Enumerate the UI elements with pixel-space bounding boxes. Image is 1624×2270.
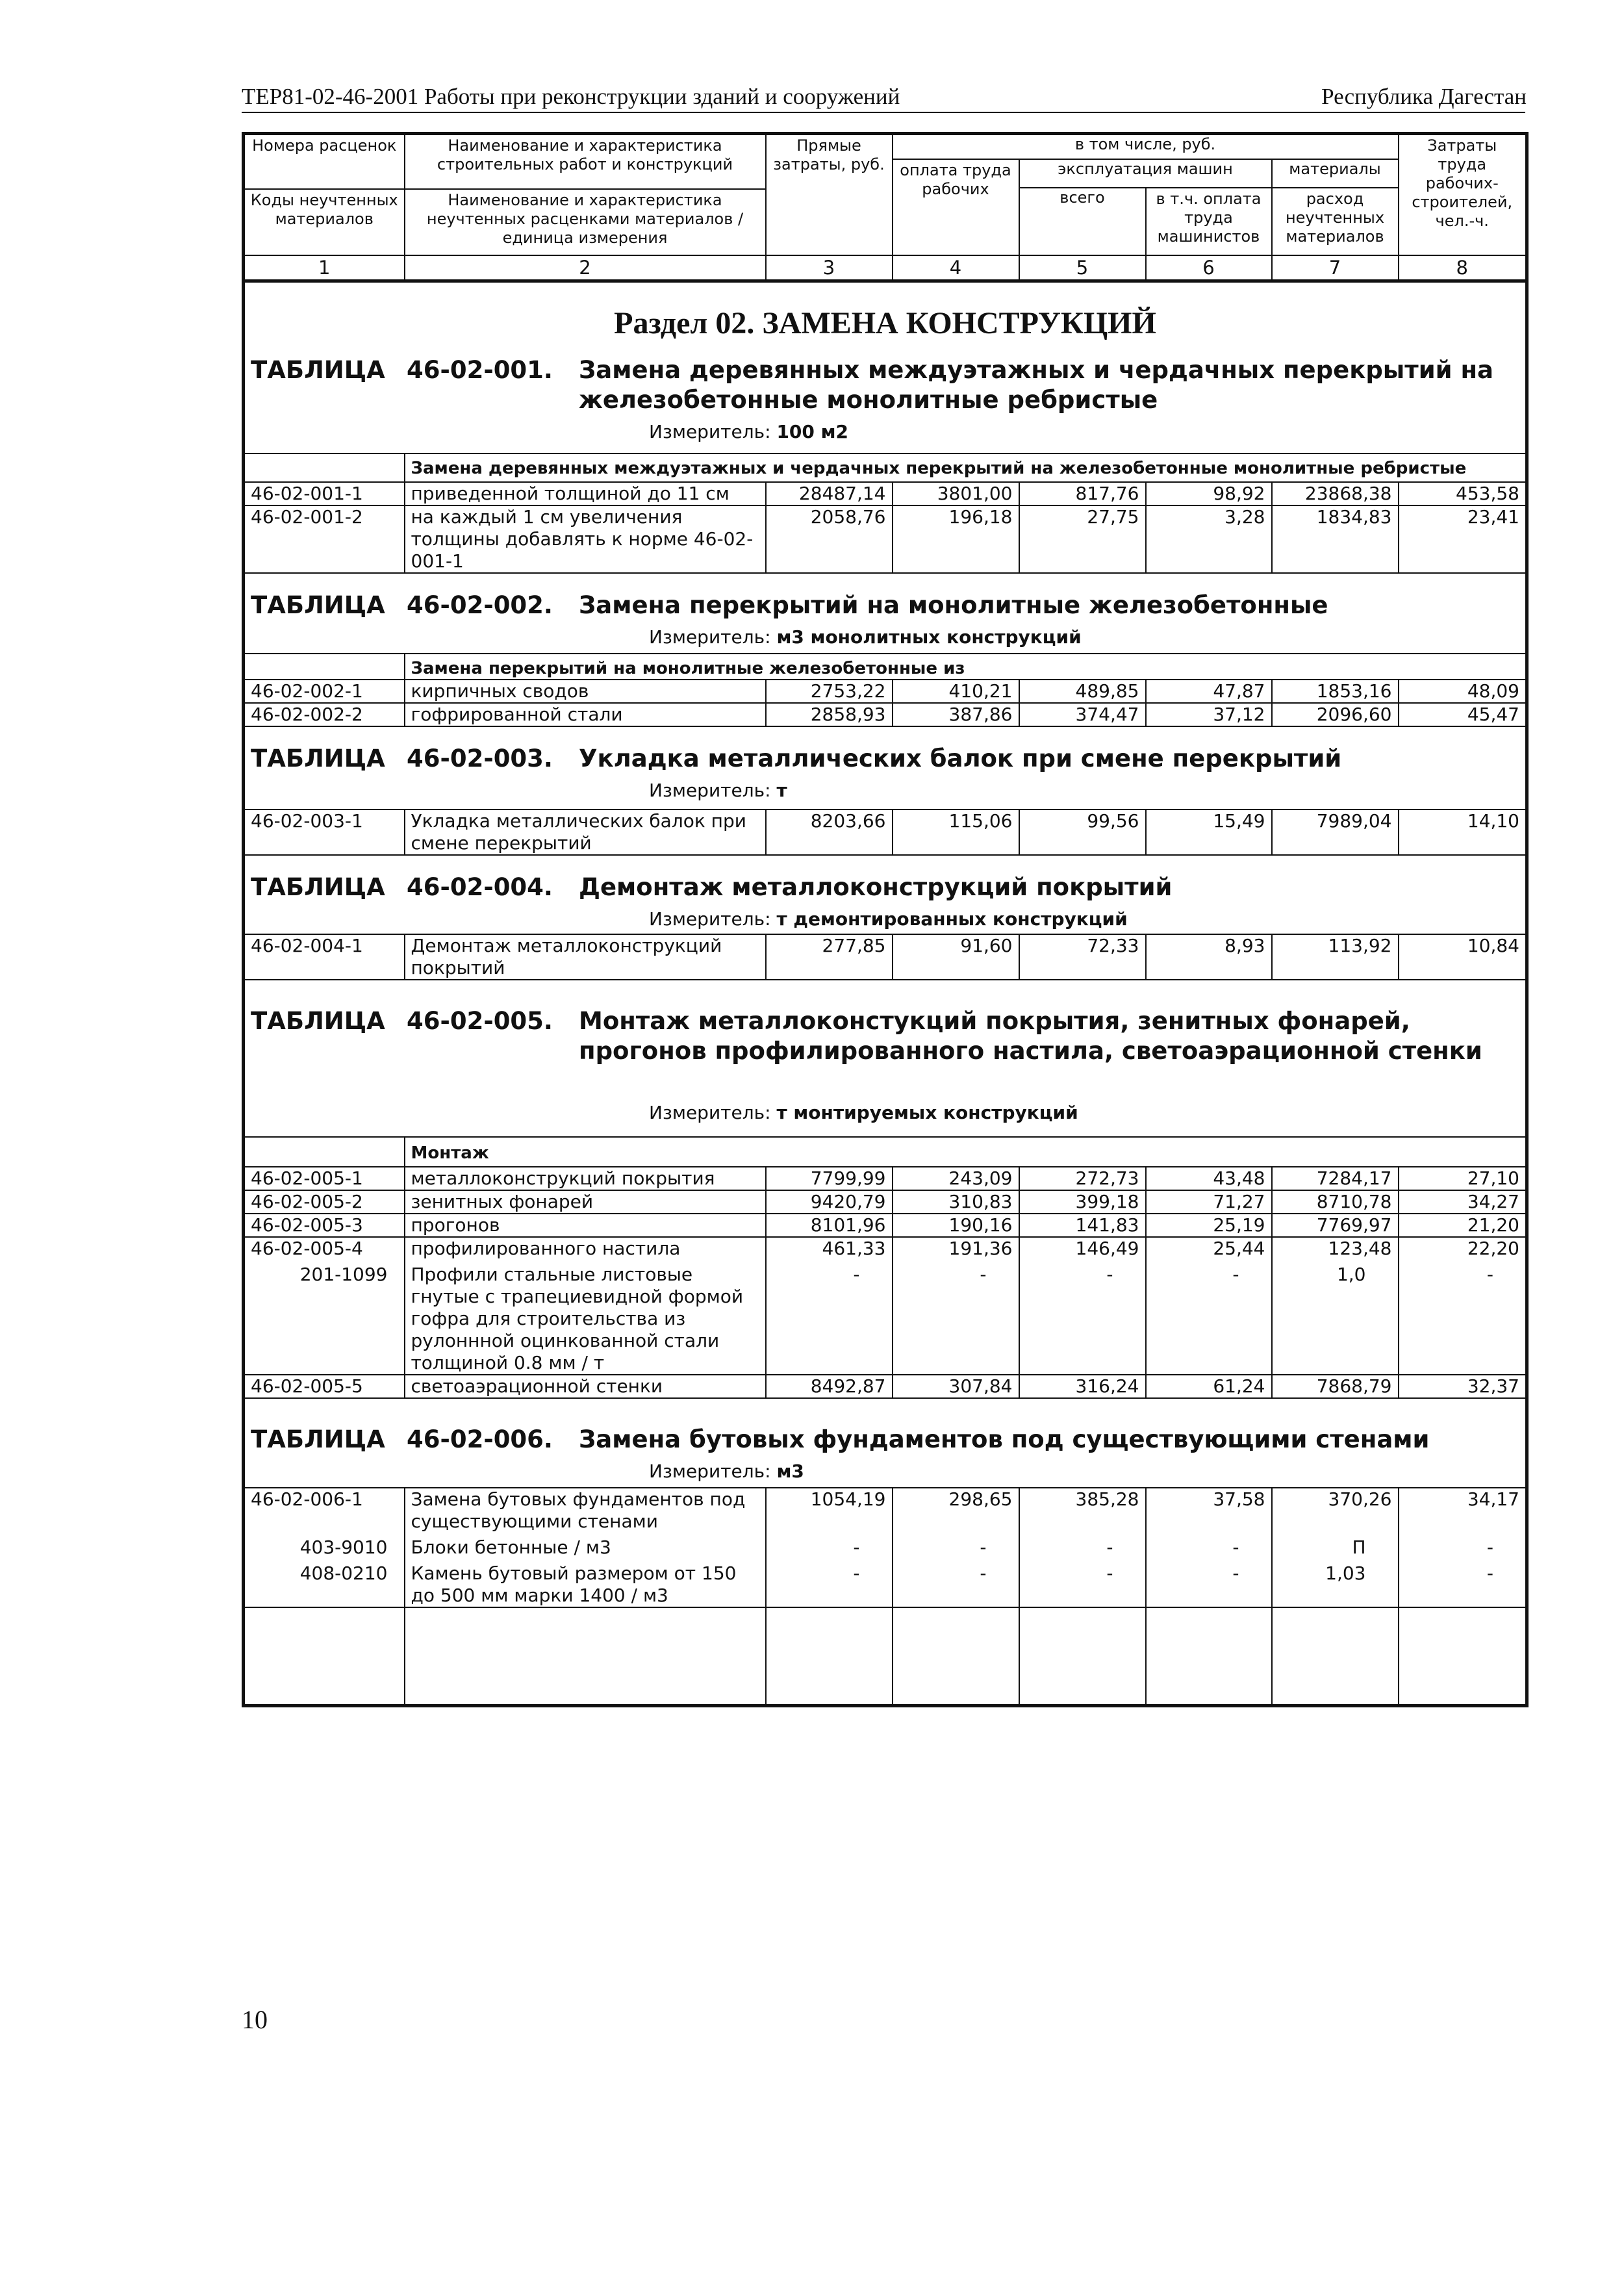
table-subtitle: Монтаж xyxy=(405,1137,1527,1167)
labor-hours: 48,09 xyxy=(1399,680,1527,703)
materials-cost: 1834,83 xyxy=(1272,505,1399,573)
measure-line xyxy=(244,415,1527,453)
direct-costs: 8492,87 xyxy=(766,1375,893,1398)
measure-value: т xyxy=(776,780,787,801)
table-label: ТАБЛИЦА xyxy=(251,1007,385,1035)
measure-label: Измеритель: xyxy=(649,908,771,930)
rate-code: 46-02-001-1 xyxy=(244,482,405,505)
table-heading-row xyxy=(244,726,1527,774)
table-row xyxy=(244,703,1527,726)
measure-label: Измеритель: xyxy=(649,1460,771,1482)
material-dash: - xyxy=(980,1562,987,1584)
labor-hours-value: 22,20 xyxy=(1467,1238,1519,1259)
table-row xyxy=(244,505,1527,573)
table-title: Замена деревянных междуэтажных и чердачных перекрытий на железобетонные монолитные ребристые xyxy=(579,356,1493,414)
direct-costs: 8101,96 xyxy=(766,1214,893,1237)
direct-costs: 7799,99 xyxy=(766,1167,893,1190)
material-dash: - xyxy=(853,1264,860,1285)
rate-code xyxy=(244,1237,405,1375)
table-label: ТАБЛИЦА xyxy=(251,1425,385,1453)
rate-code: 46-02-002-2 xyxy=(244,703,405,726)
subtitle-row xyxy=(244,453,1527,482)
machinists-pay: 47,87 xyxy=(1146,680,1272,703)
col-number: 5 xyxy=(1019,255,1146,281)
material-dash: - xyxy=(1106,1537,1113,1558)
direct-costs: 277,85 xyxy=(766,934,893,980)
rate-code: 46-02-005-5 xyxy=(244,1375,405,1398)
table-number: 46-02-002. xyxy=(407,591,553,619)
rate-name: прогонов xyxy=(405,1214,766,1237)
col1-header-bottom: Коды неучтенных материалов xyxy=(244,189,405,255)
labor-pay: 196,18 xyxy=(893,505,1019,573)
measure-label: Измеритель: xyxy=(649,780,771,801)
rate-name-line: Замена бутовых фундаментов под существующими стенами xyxy=(411,1488,746,1532)
labor-pay: 115,06 xyxy=(893,810,1019,855)
materials-cost: 23868,38 xyxy=(1272,482,1399,505)
rate-name: металлоконструкций покрытия xyxy=(405,1167,766,1190)
material-dash: - xyxy=(1232,1264,1239,1285)
materials-cost: 8710,78 xyxy=(1272,1190,1399,1214)
machines-total: 99,56 xyxy=(1019,810,1146,855)
col3-header: Прямые затраты, руб. xyxy=(766,134,893,256)
labor-hours: 14,10 xyxy=(1399,810,1527,855)
table-heading xyxy=(244,726,1527,774)
direct-costs: 2753,22 xyxy=(766,680,893,703)
materials-cost: 1853,16 xyxy=(1272,680,1399,703)
machinists-pay: 43,48 xyxy=(1146,1167,1272,1190)
incl-header: в том числе, руб. xyxy=(893,134,1399,160)
rate-name: Демонтаж металлоконструкций покрытий xyxy=(405,934,766,980)
table-heading xyxy=(244,855,1527,902)
machinists-pay: 61,24 xyxy=(1146,1375,1272,1398)
rate-code: 46-02-001-2 xyxy=(244,505,405,573)
materials-cost: 7769,97 xyxy=(1272,1214,1399,1237)
machinists-pay xyxy=(1146,1488,1272,1607)
direct-costs: 2858,93 xyxy=(766,703,893,726)
labor-pay-value: 191,36 xyxy=(948,1238,1013,1259)
materials-cost: 7284,17 xyxy=(1272,1167,1399,1190)
table-title: Демонтаж металлоконструкций покрытий xyxy=(579,873,1173,901)
labor-pay: 307,84 xyxy=(893,1375,1019,1398)
col-number: 8 xyxy=(1399,255,1527,281)
labor-hours: 45,47 xyxy=(1399,703,1527,726)
table-subtitle: Замена деревянных междуэтажных и чердачных перекрытий на железобетонные монолитные ребристые xyxy=(405,453,1527,482)
rate-name xyxy=(405,1488,766,1607)
measure-line xyxy=(244,902,1527,934)
machinists-pay: 25,19 xyxy=(1146,1214,1272,1237)
machinists-pay-value: 37,58 xyxy=(1213,1488,1265,1510)
machines-total xyxy=(1019,1488,1146,1607)
table-subtitle: Замена перекрытий на монолитные железобетонные из xyxy=(405,654,1527,680)
table-row xyxy=(244,1237,1527,1375)
direct-costs-value: 461,33 xyxy=(822,1238,886,1259)
materials-cost xyxy=(1272,1488,1399,1607)
table-row xyxy=(244,482,1527,505)
material-dash: - xyxy=(853,1562,860,1584)
machines-total-value: 146,49 xyxy=(1075,1238,1139,1259)
materials-header: материалы xyxy=(1272,159,1399,188)
machines-total xyxy=(1019,1237,1146,1375)
rate-code: 46-02-005-1 xyxy=(244,1167,405,1190)
rate-name: кирпичных сводов xyxy=(405,680,766,703)
machinists-pay: 98,92 xyxy=(1146,482,1272,505)
col7-header: расход неучтенных материалов xyxy=(1272,188,1399,255)
material-dash: - xyxy=(980,1264,987,1285)
subtitle-row xyxy=(244,654,1527,680)
table-row xyxy=(244,680,1527,703)
materials-cost-value: 370,26 xyxy=(1328,1488,1392,1510)
rate-code: 46-02-005-3 xyxy=(244,1214,405,1237)
table-row xyxy=(244,1488,1527,1607)
table-heading xyxy=(244,980,1527,1096)
rate-name-line: профилированного настила xyxy=(411,1238,681,1259)
running-header-title: ТЕР81-02-46-2001 Работы при реконструкции зданий и сооружений xyxy=(242,84,900,109)
direct-costs-value: 1054,19 xyxy=(810,1488,886,1510)
machinists-pay xyxy=(1146,1237,1272,1375)
table-row xyxy=(244,1375,1527,1398)
direct-costs xyxy=(766,1488,893,1607)
machines-total: 72,33 xyxy=(1019,934,1146,980)
rate-name: зенитных фонарей xyxy=(405,1190,766,1214)
machines-total: 316,24 xyxy=(1019,1375,1146,1398)
labor-pay: 91,60 xyxy=(893,934,1019,980)
direct-costs: 9420,79 xyxy=(766,1190,893,1214)
material-name: Камень бутовый размером от 150 до 500 мм марки 1400 / м3 xyxy=(411,1562,737,1606)
measure-label: Измеритель: xyxy=(649,421,771,442)
table-heading xyxy=(244,1398,1527,1455)
material-dash: - xyxy=(1486,1537,1493,1558)
subtitle-row xyxy=(244,1137,1527,1167)
material-code: 408-0210 xyxy=(299,1562,388,1584)
col2-header-top: Наименование и характеристика строительных работ и конструкций xyxy=(405,134,766,190)
materials-cost: 7989,04 xyxy=(1272,810,1399,855)
labor-pay xyxy=(893,1237,1019,1375)
material-consumption: 1,0 xyxy=(1336,1264,1366,1285)
material-consumption: 1,03 xyxy=(1325,1562,1366,1584)
rate-name: приведенной толщиной до 11 см xyxy=(405,482,766,505)
labor-hours: 32,37 xyxy=(1399,1375,1527,1398)
table-label: ТАБЛИЦА xyxy=(251,356,385,384)
material-name: Блоки бетонные / м3 xyxy=(411,1537,611,1558)
measure-value: 100 м2 xyxy=(776,421,849,442)
material-dash: - xyxy=(1106,1264,1113,1285)
col-number: 3 xyxy=(766,255,893,281)
machines-total: 489,85 xyxy=(1019,680,1146,703)
col4-header: оплата труда рабочих xyxy=(893,159,1019,255)
rate-code: 46-02-003-1 xyxy=(244,810,405,855)
labor-pay xyxy=(893,1488,1019,1607)
measure-line xyxy=(244,1096,1527,1137)
measure-line xyxy=(244,1455,1527,1488)
table-title: Монтаж металлоконстукций покрытия, зенитных фонарей, прогонов профилированного настила, светоаэрационной стенки xyxy=(579,1007,1482,1065)
table-row xyxy=(244,810,1527,855)
measure-line xyxy=(244,774,1527,810)
table-label: ТАБЛИЦА xyxy=(251,745,385,772)
labor-hours: 27,10 xyxy=(1399,1167,1527,1190)
materials-cost: 113,92 xyxy=(1272,934,1399,980)
rate-code xyxy=(244,1488,405,1607)
col-number: 1 xyxy=(244,255,405,281)
materials-cost: 7868,79 xyxy=(1272,1375,1399,1398)
running-header-region: Республика Дагестан xyxy=(1321,84,1527,109)
table-number: 46-02-004. xyxy=(407,873,553,901)
col2-header-bottom: Наименование и характеристика неучтенных расценками материалов / единица измерения xyxy=(405,189,766,255)
rate-name: гофрированной стали xyxy=(405,703,766,726)
rate-name: на каждый 1 см увеличения толщины добавлять к норме 46-02-001-1 xyxy=(405,505,766,573)
materials-cost xyxy=(1272,1237,1399,1375)
table-number: 46-02-001. xyxy=(407,356,553,384)
material-dash: - xyxy=(1486,1264,1493,1285)
labor-pay: 3801,00 xyxy=(893,482,1019,505)
table-heading-row xyxy=(244,573,1527,620)
measure-value: м3 xyxy=(776,1460,804,1482)
section-title: Раздел 02. ЗАМЕНА КОНСТРУКЦИЙ xyxy=(614,306,1156,340)
machinists-pay: 37,12 xyxy=(1146,703,1272,726)
table-row xyxy=(244,1214,1527,1237)
measure-value: т демонтированных конструкций xyxy=(776,908,1128,930)
measure-value: т монтируемых конструкций xyxy=(776,1102,1078,1123)
measure-line xyxy=(244,620,1527,654)
table-row xyxy=(244,1190,1527,1214)
measure-label: Измеритель: xyxy=(649,1102,771,1123)
labor-pay-value: 298,65 xyxy=(948,1488,1013,1510)
col-number: 2 xyxy=(405,255,766,281)
machinists-pay: 8,93 xyxy=(1146,934,1272,980)
materials-cost: 2096,60 xyxy=(1272,703,1399,726)
measure-value: м3 монолитных конструкций xyxy=(776,626,1082,648)
labor-hours: 21,20 xyxy=(1399,1214,1527,1237)
table-number: 46-02-003. xyxy=(407,745,553,772)
machinists-pay: 3,28 xyxy=(1146,505,1272,573)
column-numbers-row xyxy=(244,255,1527,281)
machinists-pay: 15,49 xyxy=(1146,810,1272,855)
machines-total: 141,83 xyxy=(1019,1214,1146,1237)
rate-name: светоаэрационной стенки xyxy=(405,1375,766,1398)
labor-hours xyxy=(1399,1488,1527,1607)
table-title: Замена перекрытий на монолитные железобетонные xyxy=(579,591,1328,619)
header-row-1 xyxy=(244,134,1527,160)
table-label: ТАБЛИЦА xyxy=(251,591,385,619)
machines-total: 399,18 xyxy=(1019,1190,1146,1214)
machines-total: 374,47 xyxy=(1019,703,1146,726)
col8-header: Затраты труда рабочих-строителей, чел.-ч. xyxy=(1399,134,1527,256)
labor-hours: 10,84 xyxy=(1399,934,1527,980)
labor-pay: 243,09 xyxy=(893,1167,1019,1190)
material-code: 403-9010 xyxy=(299,1537,388,1558)
labor-pay: 310,83 xyxy=(893,1190,1019,1214)
col5-header: всего xyxy=(1019,188,1146,255)
direct-costs: 8203,66 xyxy=(766,810,893,855)
rate-name: Укладка металлических балок при смене перекрытий xyxy=(405,810,766,855)
material-consumption: П xyxy=(1352,1537,1366,1558)
material-dash: - xyxy=(980,1537,987,1558)
labor-hours xyxy=(1399,1237,1527,1375)
rate-code: 46-02-005-2 xyxy=(244,1190,405,1214)
material-dash: - xyxy=(1486,1562,1493,1584)
material-code: 201-1099 xyxy=(299,1264,388,1285)
material-dash: - xyxy=(1232,1562,1239,1584)
table-title: Замена бутовых фундаментов под существующими стенами xyxy=(579,1425,1430,1453)
material-dash: - xyxy=(1232,1537,1239,1558)
rates-table xyxy=(242,132,1529,1707)
rate-code: 46-02-002-1 xyxy=(244,680,405,703)
rate-code-line: 46-02-006-1 xyxy=(251,1488,363,1510)
table-number: 46-02-005. xyxy=(407,1007,553,1035)
material-dash: - xyxy=(853,1537,860,1558)
header-rule xyxy=(242,112,1525,113)
table-heading xyxy=(244,346,1527,415)
col-number: 7 xyxy=(1272,255,1399,281)
labor-pay: 410,21 xyxy=(893,680,1019,703)
rate-code-line: 46-02-005-4 xyxy=(251,1238,363,1259)
table-heading xyxy=(244,573,1527,620)
machines-total: 27,75 xyxy=(1019,505,1146,573)
labor-hours: 453,58 xyxy=(1399,482,1527,505)
machines-total-value: 385,28 xyxy=(1075,1488,1139,1510)
table-heading-row xyxy=(244,1398,1527,1455)
rate-name xyxy=(405,1237,766,1375)
col-number: 4 xyxy=(893,255,1019,281)
materials-cost-value: 123,48 xyxy=(1328,1238,1392,1259)
machines-total: 817,76 xyxy=(1019,482,1146,505)
material-name: Профили стальные листовые гнутые с трапециевидной формой гофра для строительства из рулоннной оцинкованной стали толщиной 0.8 мм / т xyxy=(411,1264,744,1373)
direct-costs: 28487,14 xyxy=(766,482,893,505)
table-heading-row xyxy=(244,980,1527,1096)
labor-hours-value: 34,17 xyxy=(1467,1488,1519,1510)
material-dash: - xyxy=(1106,1562,1113,1584)
col1-header-top: Номера расценок xyxy=(244,134,405,190)
table-title: Укладка металлических балок при смене перекрытий xyxy=(579,745,1342,772)
labor-pay: 387,86 xyxy=(893,703,1019,726)
table-heading-row xyxy=(244,855,1527,902)
table-heading-row xyxy=(244,346,1527,415)
rate-code: 46-02-004-1 xyxy=(244,934,405,980)
machinists-pay-value: 25,44 xyxy=(1213,1238,1265,1259)
labor-hours: 23,41 xyxy=(1399,505,1527,573)
labor-pay: 190,16 xyxy=(893,1214,1019,1237)
direct-costs xyxy=(766,1237,893,1375)
machines-header: эксплуатация машин xyxy=(1019,159,1272,188)
measure-label: Измеритель: xyxy=(649,626,771,648)
table-row xyxy=(244,1167,1527,1190)
labor-hours: 34,27 xyxy=(1399,1190,1527,1214)
col6-header: в т.ч. оплата труда машинистов xyxy=(1146,188,1272,255)
machinists-pay: 71,27 xyxy=(1146,1190,1272,1214)
table-label: ТАБЛИЦА xyxy=(251,873,385,901)
section-title-row xyxy=(244,281,1527,347)
machines-total: 272,73 xyxy=(1019,1167,1146,1190)
page-number: 10 xyxy=(242,2005,268,2034)
direct-costs: 2058,76 xyxy=(766,505,893,573)
blank-row xyxy=(244,1607,1527,1706)
table-number: 46-02-006. xyxy=(407,1425,553,1453)
table-row xyxy=(244,934,1527,980)
col-number: 6 xyxy=(1146,255,1272,281)
